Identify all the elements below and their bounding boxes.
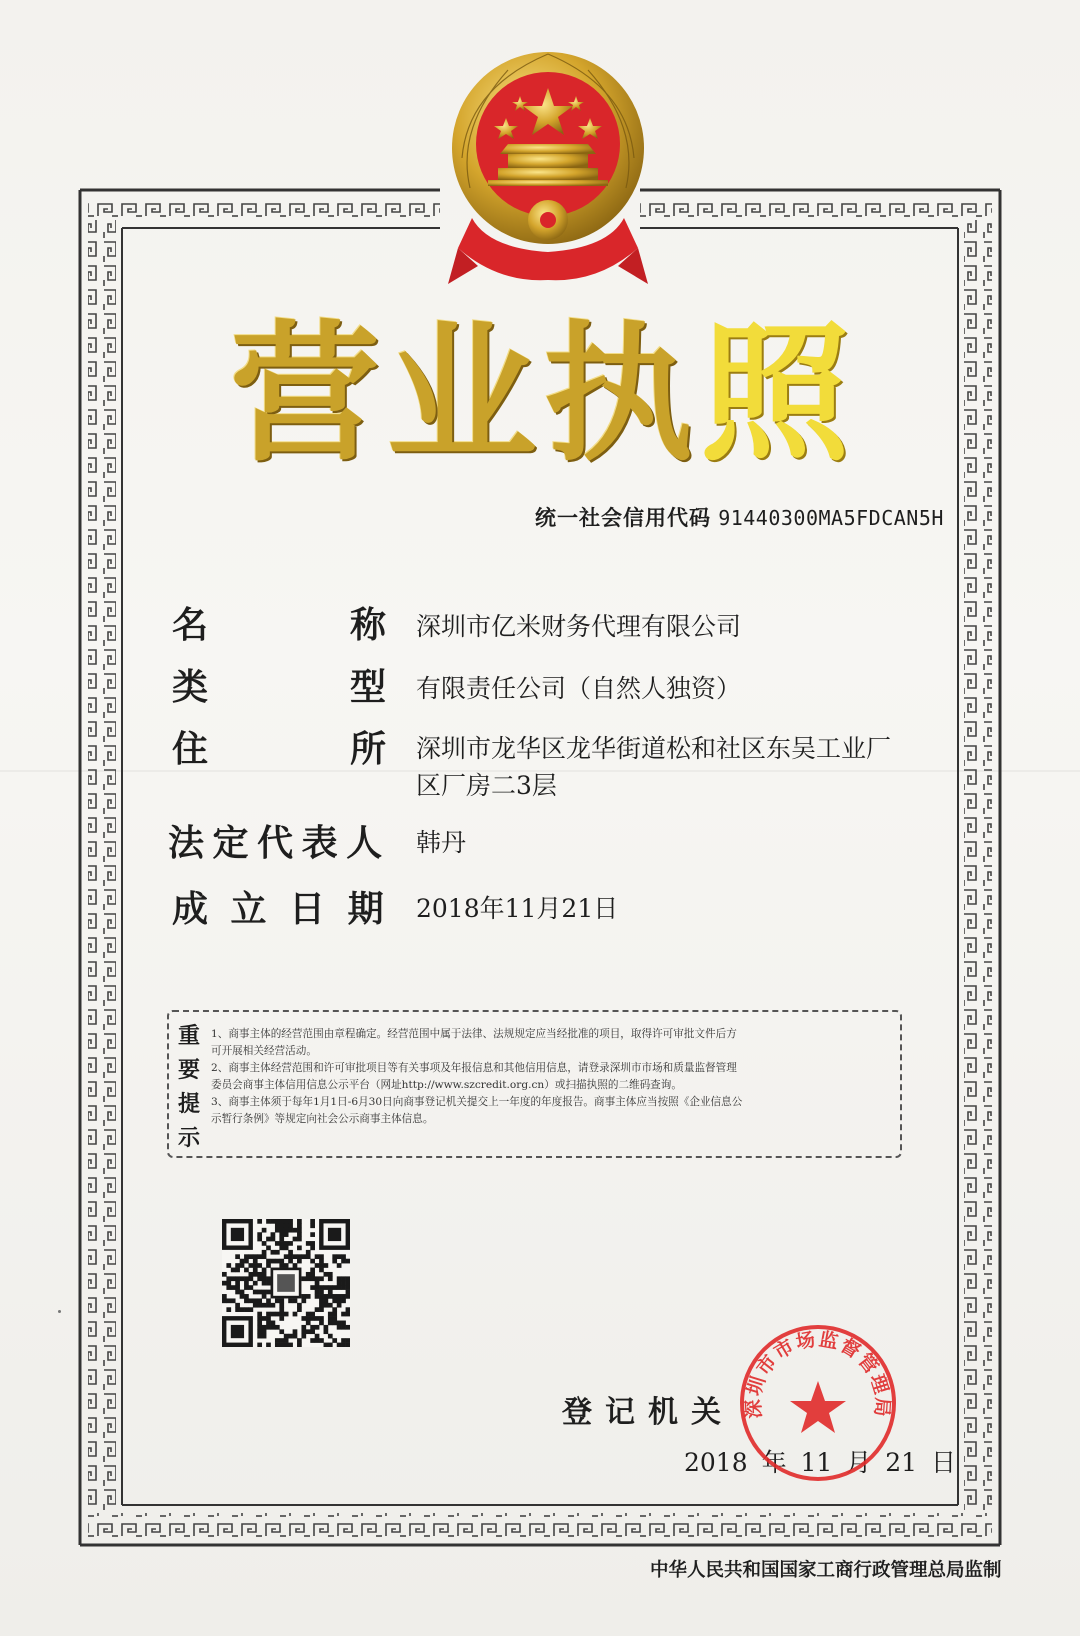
registration-authority-label: 登记机关 [562, 1395, 734, 1430]
notice-line: 可开展相关经营活动。 [211, 1045, 317, 1057]
official-red-seal [738, 1323, 898, 1483]
address-value-line1: 深圳市龙华区龙华街道松和社区东吴工业厂 [416, 734, 892, 763]
notice-side-label: 重 要 提 示 [177, 1024, 200, 1151]
seal-star-icon [790, 1381, 846, 1433]
legal-rep-label: 法 定 代 表 人 [168, 823, 381, 864]
type-label-first: 类 [172, 667, 209, 708]
address-label-first: 住 [172, 729, 209, 770]
title-char-3: 执 [543, 308, 694, 482]
name-label-second: 称 [350, 605, 387, 646]
title-char-1: 营 [230, 308, 381, 482]
established-value: 2018年11月21日 [416, 894, 619, 923]
important-notice-box [167, 1010, 902, 1158]
credit-code-label: 统一社会信用代码 [535, 506, 711, 530]
supervisor-footer: 中华人民共和国国家工商行政管理总局监制 [650, 1560, 1002, 1581]
company-name-value: 深圳市亿米财务代理有限公司 [416, 612, 742, 641]
notice-line: 2、商事主体经营范围和许可审批项目等有关事项及年报信息和其他信用信息，请登录深圳市市场和质量监督管理 [211, 1062, 737, 1074]
license-title [230, 305, 850, 485]
notice-line: 委员会商事主体信用信息公示平台（网址http://www.szcredit.org.cn）或扫描执照的二维码查询。 [211, 1079, 682, 1091]
title-char-2: 业 [386, 308, 537, 482]
company-type-value: 有限责任公司（自然人独资） [416, 674, 742, 703]
legal-rep-value: 韩丹 [416, 828, 467, 857]
notice-line: 1、商事主体的经营范围由章程确定。经营范围中属于法律、法规规定应当经批准的项目，取得许可审批文件后方 [211, 1028, 737, 1040]
name-label-first: 名 [172, 605, 209, 646]
credit-code-line [535, 502, 944, 532]
paper-speck [58, 1310, 61, 1313]
qr-code[interactable] [222, 1219, 350, 1347]
registration-date: 2018 年 11 月 21 日 [684, 1448, 956, 1477]
title-char-4: 照 [699, 308, 850, 482]
notice-line: 示暂行条例》等规定向社会公示商事主体信息。 [211, 1113, 434, 1125]
type-label-second: 型 [350, 667, 387, 708]
notice-line: 3、商事主体须于每年1月1日-6月30日向商事登记机关提交上一年度的年度报告。商事主体应当按照《企业信息公 [211, 1096, 743, 1108]
seal-text: 深圳市市场监督管理局 [742, 1328, 894, 1420]
credit-code-value: 91440300MA5FDCAN5H [718, 506, 944, 530]
address-label-second: 所 [350, 729, 387, 770]
notice-items [211, 1026, 891, 1128]
established-label: 成 立 日 期 [172, 889, 384, 930]
address-value-line2: 区厂房二3层 [416, 771, 557, 800]
national-emblem [448, 48, 648, 288]
